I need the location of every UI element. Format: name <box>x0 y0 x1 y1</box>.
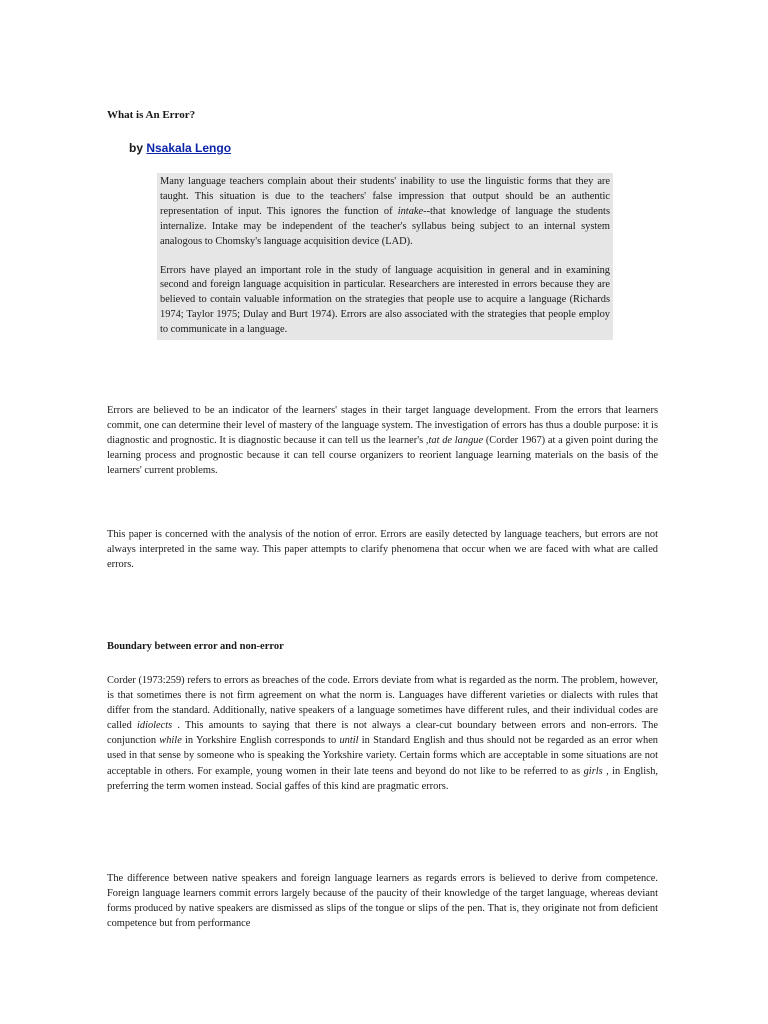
paragraph-text: (Corder 1967) at a given point during the learning process and prognostic because it can tell course organizers to reorient language learning materials on the basis of the learners' current problems. <box>107 435 658 477</box>
italic-girls: girls <box>583 765 603 777</box>
author-link[interactable]: Nsakala Lengo <box>146 141 232 155</box>
quote-text: Many language teachers complain about their students' inability to use the linguistic forms that they are taught. This situation is due to the teachers' false impression that output should be an authentic representation of input. This ignores the function of <box>160 176 610 217</box>
italic-etat-de-langue: ,tat de langue <box>425 435 484 447</box>
byline-prefix: by <box>129 141 147 155</box>
quote-paragraph-1 <box>160 175 610 250</box>
abstract-quote-box <box>157 173 613 340</box>
body-paragraph-4: The difference between native speakers and foreign language learners as regards errors is believed to derive from competence. Foreign language learners commit errors largely because of the paucity of their knowledge of the target language, whereas deviant forms produced by native speakers are dismissed as slips of the tongue or slips of the pen. That is, they originate not from deficient competence but from performance <box>107 873 658 930</box>
page-title: What is An Error? <box>107 109 196 121</box>
italic-idiolects: idiolects <box>137 720 173 732</box>
quote-italic-intake: intake <box>397 205 424 217</box>
paragraph-text: Corder (1973:259) refers to errors as breaches of the code. Errors deviate from what is regarded as the norm. The problem, however, is that sometimes there is not firm agreement on what the norm is. Languages have different varieties or dialects with rules that differ from the standard. Additionally, native speakers of a language sometimes have different rules, and their individual codes are called <box>107 675 658 732</box>
italic-until: until <box>339 735 359 747</box>
paragraph-text: . This amounts to saying that there is not always a clear-cut boundary between errors and non-errors. The conjunction <box>107 720 658 747</box>
paragraph-text: , in English, preferring the term women instead. Social gaffes of this kind are pragmatic errors. <box>107 765 658 792</box>
quote-text: --that knowledge of language the students internalize. Intake may be independent of the teacher's syllabus being subject to an internal system analogous to Chomsky's language acquisition device (LAD). <box>160 205 610 247</box>
paragraph-text: Errors are believed to be an indicator of the learners' stages in their target language development. From the errors that learners commit, one can determine their level of mastery of the language system. The investigation of errors has thus a double purpose: it is diagnostic and prognostic. It is diagnostic because it can tell us the learner's <box>107 405 658 447</box>
body-paragraph-2: This paper is concerned with the analysis of the notion of error. Errors are easily detected by language teachers, but errors are not always interpreted in the same way. This paper attempts to clarify phenomena that occur when we are faced with what are called errors. <box>107 529 658 571</box>
body-paragraph-1 <box>107 403 658 478</box>
quote-paragraph-2: Errors have played an important role in the study of language acquisition in general and in examining second and foreign language acquisition in particular. Researchers are interested in errors because they are believed to contain valuable information on the strategies that people use to acquire a language (Richards 1974; Taylor 1975; Dulay and Burt 1974). Errors are also associated with the strategies that people employ to communicate in a language. <box>160 264 610 336</box>
italic-while: while <box>159 735 182 747</box>
paragraph-text: in Standard English and thus should not be regarded as an error when used in that sense by someone who is speaking the Yorkshire variety. Certain forms which are acceptable in some situations are not acceptable in others. For example, young women in their late teens and beyond do not like to be referred to as <box>107 735 659 777</box>
body-paragraph-3 <box>107 673 658 794</box>
section-heading: Boundary between error and non-error <box>107 641 284 652</box>
byline <box>129 140 231 156</box>
paragraph-text: in Yorkshire English corresponds to <box>181 735 340 747</box>
